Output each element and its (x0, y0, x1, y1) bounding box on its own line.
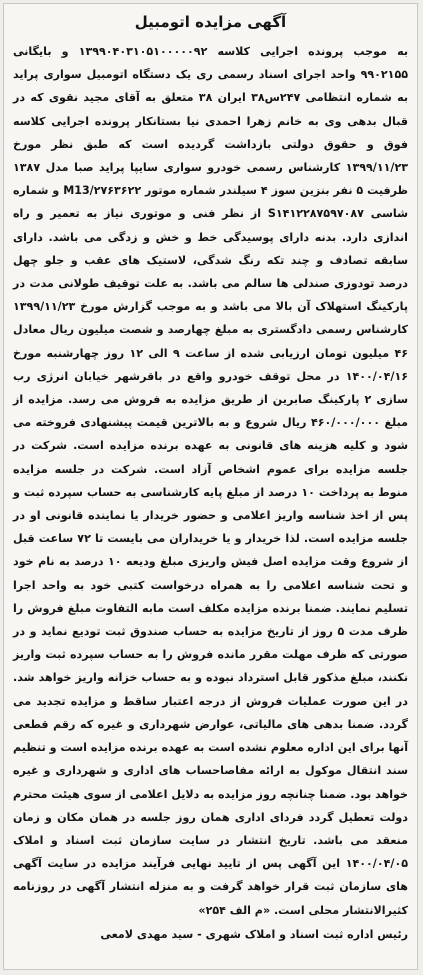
notice-paragraph: به موجب پرونده اجرایی کلاسه ۱۳۹۹۰۴۰۳۱۰۵۱۰۰۰۰۰۹۲ و بایگانی ۹۹۰۲۱۵۵ واحد اجرای اسناد رسمی ری یک دستگاه اتومبیل سواری پراید به شماره انتظامی ۲۴۷س۳۸ ایران ۳۸ متعلق به آقای مجید نقوی که در قبال بدهی وی به خانم زهرا احمدی نیا بستانکار پرونده اجرایی کلاسه فوق و حقوق دولتی بازداشت گردیده است که طبق نظر مورخ ۱۳۹۹/۱۱/۲۳ کارشناس رسمی خودرو سواری سایپا پراید صبا مدل ۱۳۸۷ ظرفیت ۵ نفر بنزین سوز ۴ سیلندر شماره موتور M13/۲۷۶۳۶۲۲ و شماره شاسی S۱۴۱۲۲۸۷۵۹۷۰۸۷ از نظر فنی و موتوری نیاز به تعمیر و راه اندازی دارد. بدنه دارای پوسیدگی خط و خش و زدگی می باشد. دارای سابقه تصادف و چند تکه رنگ شدگی، لاستیک های عقب و جلو چهل درصد تودوزی صندلی ها سالم می باشد. به علت توقیف طولانی مدت در پارکینگ استهلاک آن بالا می باشد و به موجب گزارش مورخ ۱۳۹۹/۱۱/۲۳ کارشناس رسمی دادگستری به مبلغ چهارصد و شصت میلیون ریال معادل ۴۶ میلیون تومان ارزیابی شده از ساعت ۹ الی ۱۲ روز چهارشنبه مورخ ۱۴۰۰/۰۴/۱۶ در محل توقف خودرو واقع در باقرشهر خیابان انرژی رب سازی ۲ پارکینگ صابرین از طریق مزایده به فروش می رسد. مزایده از مبلغ ۴۶۰/۰۰۰/۰۰۰ ریال شروع و به بالاترین قیمت پیشنهادی فروخته می شود و کلیه هزینه های قانونی به عهده برنده مزایده است. شرکت در جلسه مزایده برای عموم اشخاص آزاد است. شرکت در جلسه مزایده منوط به پرداخت ۱۰ درصد از مبلغ پایه کارشناسی به حساب سپرده ثبت و پس از اخذ شناسه واریز اعلامی و حضور خریدار یا نماینده قانونی او در جلسه مزایده است. لذا خریدار و یا خریداران می بایست تا ۷۲ ساعت قبل از شروع وقت مزایده اصل فیش واریزی مبلغ ودیعه ۱۰ درصد به نام خود و تحت شناسه اعلامی را به همراه درخواست کتبی خود به واحد اجرا تسلیم نمایند. ضمنا برنده مزایده مکلف است مابه التفاوت مبلغ فروش را ظرف مدت ۵ روز از تاریخ مزایده به حساب صندوق ثبت تودیع نماید و در صورتی که ظرف مهلت مقرر مانده فروش را به حساب سپرده ثبت واریز نکنند، مبلغ مذکور قابل استرداد نبوده و به حساب خزانه واریز خواهد شد. در این صورت عملیات فروش از درجه اعتبار ساقط و مزایده تجدید می گردد. ضمنا بدهی های مالیاتی، عوارض شهرداری و غیره که رقم قطعی آنها برای این اداره معلوم نشده است به عهده برنده مزایده است و تنظیم سند انتقال موکول به ارائه مفاصاحساب های اداری و شهرداری و غیره خواهد بود. ضمنا چنانچه روز مزایده به دلایل اعلامی از سوی هیئت محترم دولت تعطیل گردد فردای اداری همان روز جلسه در همان مکان و زمان منعقد می باشد. تاریخ انتشار در سایت سازمان ثبت اسناد و املاک ۱۴۰۰/۰۴/۰۵ این آگهی پس از تایید نهایی فرآیند مزایده در سایت آگهی های سازمان ثبت قرار خواهد گرفت و به منزله انتشار آگهی در روزنامه کثیرالانتشار محلی است. «م الف ۲۵۴» (13, 45, 408, 917)
notice-body (13, 40, 408, 922)
notice-title: آگهی مزایده اتومبیل (134, 13, 287, 31)
auction-notice (3, 3, 418, 970)
notice-signature: رئیس اداره ثبت اسناد و املاک شهری - سید مهدی لامعی (100, 927, 408, 941)
